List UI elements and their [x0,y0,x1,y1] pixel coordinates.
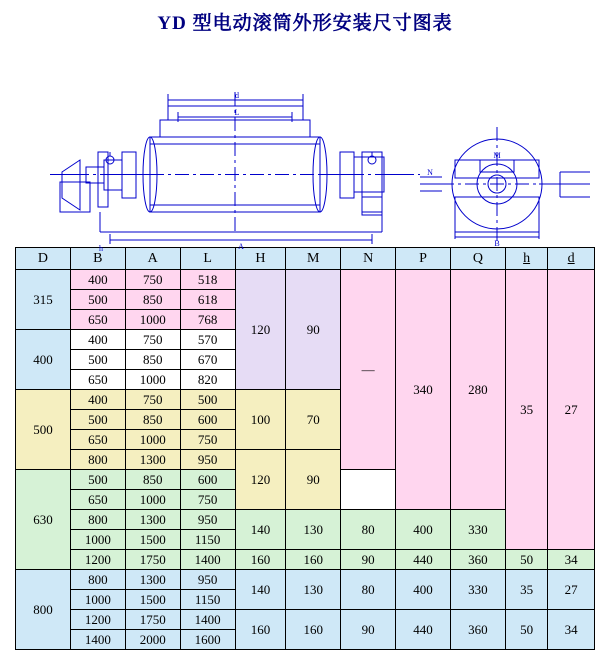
header-H: H [235,248,286,270]
cell-L: 768 [180,310,235,330]
cell-d: 34 [548,550,595,570]
cell-L: 570 [180,330,235,350]
cell-L: 670 [180,350,235,370]
cell-N: 80 [341,570,396,610]
header-d: d [548,248,595,270]
dim-label-endview-side: N [427,168,433,177]
table-row [16,570,595,590]
cell-A: 1500 [125,590,180,610]
cell-B: 800 [70,450,125,470]
cell-H: 120 [235,270,286,390]
cell-A: 850 [125,350,180,370]
cell-A: 1000 [125,370,180,390]
cell-D: 630 [16,470,71,570]
cell-A: 1300 [125,570,180,590]
cell-M: 90 [286,270,341,390]
header-M: M [286,248,341,270]
cell-B: 1200 [70,610,125,630]
cell-B: 1000 [70,590,125,610]
page-title: YD 型电动滚筒外形安装尺寸图表 [157,13,453,34]
cell-d: 27 [548,270,595,550]
cell-B: 650 [70,370,125,390]
cell-A: 750 [125,330,180,350]
cell-A: 750 [125,270,180,290]
cell-A: 750 [125,390,180,410]
cell-A: 1300 [125,510,180,530]
cell-B: 1400 [70,630,125,650]
drawing-svg [0,32,610,253]
header-P: P [396,248,451,270]
cell-B: 800 [70,510,125,530]
cell-L: 820 [180,370,235,390]
cell-A: 1000 [125,430,180,450]
cell-h: 35 [505,570,547,610]
cell-M: 90 [286,450,341,510]
cell-M: 70 [286,390,341,450]
cell-B: 500 [70,410,125,430]
cell-L: 750 [180,430,235,450]
cell-A: 1750 [125,550,180,570]
dim-label-top-outer: d [235,91,239,100]
dim-label-endview-top: M [493,151,501,160]
cell-Q: 330 [450,510,505,550]
header-L: L [180,248,235,270]
cell-L: 618 [180,290,235,310]
cell-B: 500 [70,350,125,370]
table-row [16,610,595,630]
cell-h: 35 [505,270,547,550]
cell-M: 130 [286,570,341,610]
cell-N: 90 [341,550,396,570]
cell-L: 1400 [180,550,235,570]
cell-B: 500 [70,290,125,310]
dim-label-top-inner: L [234,108,240,117]
cell-A: 850 [125,290,180,310]
cell-D: 400 [16,330,71,390]
header-D: D [16,248,71,270]
cell-P: 440 [396,550,451,570]
cell-B: 400 [70,270,125,290]
cell-A: 1750 [125,610,180,630]
cell-P: 400 [396,510,451,550]
technical-drawing [0,32,610,253]
cell-Q: 280 [450,270,505,510]
cell-P: 440 [396,610,451,650]
cell-H: 100 [235,390,286,450]
cell-D: 315 [16,270,71,330]
dim-label-bottom: A [238,242,244,251]
table-row [16,270,595,290]
cell-B: 650 [70,490,125,510]
cell-M: 160 [286,610,341,650]
cell-B: 650 [70,310,125,330]
cell-B: 650 [70,430,125,450]
cell-B: 400 [70,330,125,350]
cell-L: 500 [180,390,235,410]
cell-L: 950 [180,510,235,530]
cell-A: 1000 [125,310,180,330]
cell-h: 50 [505,610,547,650]
cell-A: 850 [125,410,180,430]
cell-L: 950 [180,570,235,590]
cell-B: 1000 [70,530,125,550]
cell-H: 160 [235,550,286,570]
cell-Q: 360 [450,550,505,570]
cell-N: — [341,270,396,470]
spec-table-body [16,270,595,650]
cell-Q: 360 [450,610,505,650]
cell-P: 400 [396,570,451,610]
cell-A: 1000 [125,490,180,510]
header-h: h [505,248,547,270]
cell-Q: 330 [450,570,505,610]
cell-H: 120 [235,450,286,510]
cell-L: 750 [180,490,235,510]
header-A: A [125,248,180,270]
header-N: N [341,248,396,270]
header-B: B [70,248,125,270]
cell-h: 50 [505,550,547,570]
cell-B: 1200 [70,550,125,570]
dim-label-left: h [99,244,103,253]
cell-M: 160 [286,550,341,570]
cell-A: 850 [125,470,180,490]
cell-B: 500 [70,470,125,490]
cell-L: 1400 [180,610,235,630]
cell-P: 340 [396,270,451,510]
cell-A: 2000 [125,630,180,650]
cell-L: 1150 [180,590,235,610]
cell-L: 1600 [180,630,235,650]
cell-H: 140 [235,570,286,610]
table-row [16,550,595,570]
cell-H: 140 [235,510,286,550]
cell-A: 1300 [125,450,180,470]
cell-d: 27 [548,570,595,610]
cell-L: 1150 [180,530,235,550]
cell-B: 800 [70,570,125,590]
cell-H: 160 [235,610,286,650]
dim-label-endview-bottom: B [494,239,500,248]
header-Q: Q [450,248,505,270]
cell-B: 400 [70,390,125,410]
cell-L: 600 [180,410,235,430]
cell-N: 90 [341,610,396,650]
cell-D: 800 [16,570,71,650]
cell-L: 600 [180,470,235,490]
spec-table [15,247,595,650]
cell-N: 80 [341,510,396,550]
cell-A: 1500 [125,530,180,550]
cell-M: 130 [286,510,341,550]
cell-D: 500 [16,390,71,470]
cell-L: 950 [180,450,235,470]
cell-d: 34 [548,610,595,650]
cell-L: 518 [180,270,235,290]
